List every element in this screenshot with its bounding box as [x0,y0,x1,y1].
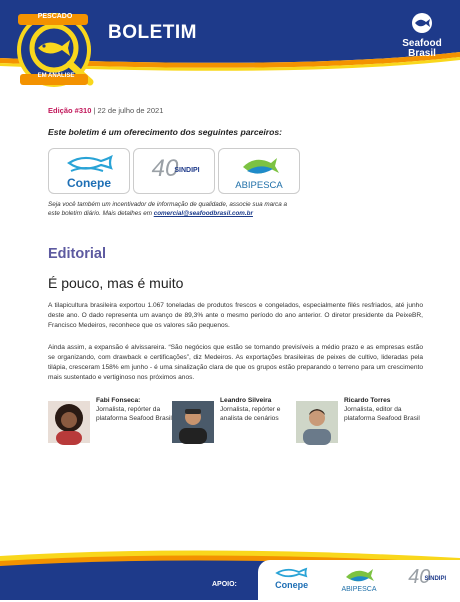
footer-sindipi-logo[interactable] [397,563,455,597]
author-name: Leandro Silveira [220,397,272,405]
author-name: Fabi Fonseca: [96,397,141,405]
abipesca-label: ABIPESCA [235,180,283,191]
fish-circle-icon [409,12,435,34]
editorial-paragraph-1: A tilapicultura brasileira exportou 1.067 toneladas de produtos frescos e congelados, especialmente filés resfriados, até junho deste ano. O dado representa um avanço de 89,3% ante o mesmo período do ano anterior. O diretor presidente da PeixeBR, Francisco Medeiros, reconhece que os valores são pequenos. [48,302,423,330]
footer-sindipi-label: SINDIPI [424,576,447,582]
badge-top-text: PESCADO [37,13,73,20]
edition-line [48,106,423,115]
author-role: Jornalista, repórter da plataforma Seafood Brasil [96,406,172,422]
sponsor-note [48,200,298,218]
avatar-image [48,401,90,443]
footer-logos [258,560,460,600]
avatar [296,401,338,443]
sponsor-email-link[interactable]: comercial@seafoodbrasil.com.br [153,210,253,217]
badge-bottom-text: EM ANÁLISE [37,73,75,79]
page-title: BOLETIM [108,22,197,43]
avatar-image [296,401,338,443]
sindipi-40-label: 40 [151,155,179,182]
author-ricardo-torres [296,397,420,443]
footer-sindipi-40-label: 40 [408,566,431,588]
footer-abipesca-logo[interactable] [330,563,388,597]
partner-logos [48,148,423,194]
conepe-label: Conepe [66,176,111,190]
editorial-paragraph-2: Ainda assim, a expansão é alvissareira. “São negócios que estão se tornando previsíveis a médio prazo e as empresas estão se organizando, com drawback e certificações”, diz Medeiros. As exportações brasileiras de peixes de cultivo, lideradas pela tilápia, cresceram 158% em junho - é uma sinalização clara de que os grupos estão preparando o terreno para um crescimento mais sustentado e vertiginoso nos próximos anos. [48,343,423,382]
sindipi-label: SINDIPI [174,167,200,174]
sindipi-logo[interactable] [133,148,215,194]
pescado-em-analise-logo [8,8,112,92]
editorial-headline: É pouco, mas é muito [48,275,184,291]
header-banner [0,0,460,79]
section-title-editorial: Editorial [48,246,107,262]
apoio-label: APOIO: [212,581,237,588]
bulletin-content [48,106,423,443]
avatar [172,401,214,443]
partners-intro: Este boletim é um oferecimento dos seguintes parceiros: [48,127,283,137]
avatar-image [172,401,214,443]
seafood-brasil-logo [398,12,446,59]
edition-number: Edição #310 [48,106,92,115]
author-fabi-fonseca [48,397,172,443]
abipesca-logo[interactable] [218,148,300,194]
brand-word-brasil: Brasil [408,48,436,59]
author-role: Jornalista, repórter e analista de cenários [220,406,281,422]
author-role: Jornalista, editor da plataforma Seafood Brasil [344,406,420,422]
brand-word-seafood: Seafood [402,38,442,49]
avatar [48,401,90,443]
edition-date: | 22 de julho de 2021 [91,106,164,115]
sponsor-note-text: Seja você também um incentivador de informação de qualidade, associe sua marca a este boletim diário. Mais detalhes em [48,201,288,217]
authors-row [48,397,423,443]
footer-conepe-label: Conepe [275,580,309,590]
footer-banner [0,548,460,600]
footer-abipesca-label: ABIPESCA [341,586,377,593]
author-name: Ricardo Torres [344,397,391,405]
author-leandro-silveira [172,397,296,443]
footer-conepe-logo[interactable] [263,563,321,597]
